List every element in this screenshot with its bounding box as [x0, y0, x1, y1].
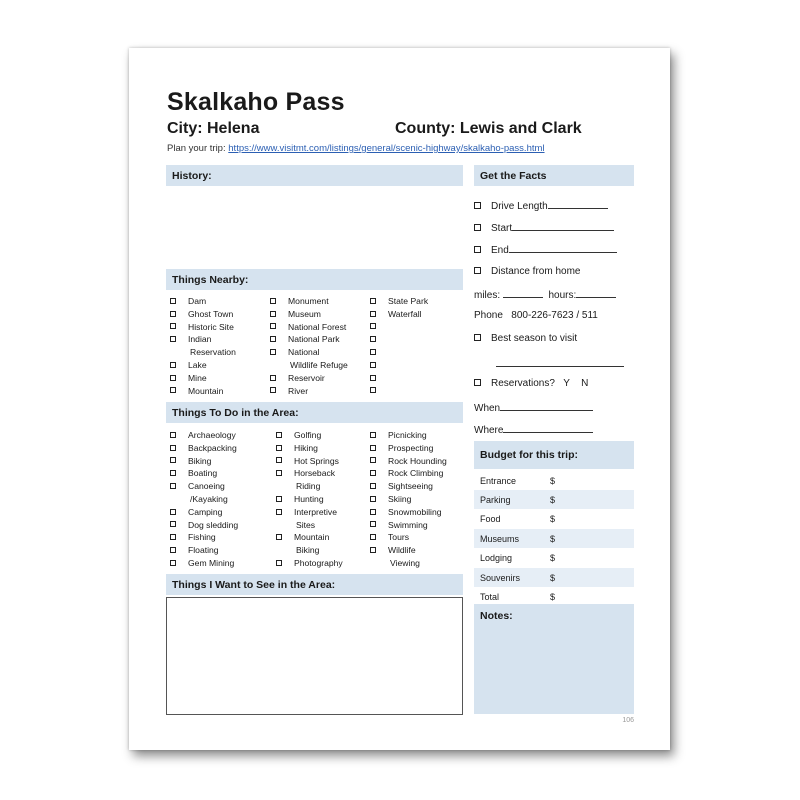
budget-label: Total	[480, 591, 500, 602]
list-item-label: Interpretive	[294, 506, 337, 517]
list-item[interactable]	[270, 359, 348, 372]
list-item-label: Horseback	[294, 468, 336, 479]
list-item[interactable]	[170, 385, 236, 398]
list-item[interactable]	[276, 455, 343, 468]
list-item[interactable]	[170, 557, 238, 570]
checkbox-icon[interactable]	[370, 547, 376, 553]
list-item-label: Sites	[296, 519, 316, 530]
budget-row[interactable]	[474, 490, 634, 509]
list-item-label: Wildlife Refuge	[290, 359, 348, 370]
checkbox-icon[interactable]	[276, 534, 282, 540]
list-item-label: Rock Climbing	[388, 468, 444, 479]
list-item[interactable]	[370, 308, 428, 321]
checkbox-icon[interactable]	[170, 362, 176, 368]
list-item[interactable]	[370, 531, 447, 544]
checkbox-icon[interactable]	[370, 521, 376, 527]
list-item-label: Biking	[296, 545, 320, 556]
list-item[interactable]	[170, 308, 236, 321]
page-title: Skalkaho Pass	[167, 88, 345, 116]
list-item[interactable]	[276, 493, 343, 506]
checkbox-icon[interactable]	[170, 470, 176, 476]
notes-label: Notes:	[480, 610, 513, 622]
list-item[interactable]	[170, 493, 238, 506]
list-item-label: National Forest	[288, 321, 347, 332]
budget-label: Entrance	[480, 475, 517, 486]
list-item-label: Fishing	[188, 532, 216, 543]
list-item-label: Prospecting	[388, 442, 434, 453]
list-item-label: River	[288, 385, 309, 396]
budget-label: Food	[480, 514, 501, 525]
list-item[interactable]	[270, 321, 348, 334]
list-item[interactable]	[276, 557, 343, 570]
budget-row[interactable]	[474, 568, 634, 587]
list-item[interactable]	[170, 442, 238, 455]
list-item-label: Sightseeing	[388, 481, 433, 492]
page-number: 106	[622, 717, 634, 724]
list-item[interactable]	[370, 519, 447, 532]
list-item-label: Riding	[296, 481, 321, 492]
list-item[interactable]	[270, 346, 348, 359]
county-label: County: Lewis and Clark	[395, 120, 582, 137]
fact-reservations[interactable]: Reservations? Y N	[474, 378, 588, 389]
list-item[interactable]	[370, 557, 447, 570]
fact-when[interactable]: When	[474, 401, 593, 414]
checkbox-icon[interactable]	[270, 349, 276, 355]
checkbox-icon[interactable]	[370, 349, 376, 355]
list-item-label: Hiking	[294, 442, 318, 453]
budget-label: Parking	[480, 494, 511, 505]
checkbox-icon[interactable]	[370, 362, 376, 368]
list-item[interactable]	[170, 531, 238, 544]
budget-row[interactable]	[474, 510, 634, 529]
list-item[interactable]	[370, 295, 428, 308]
budget-value[interactable]: $	[550, 591, 556, 602]
checkbox-icon[interactable]	[170, 336, 176, 342]
budget-row[interactable]	[474, 549, 634, 568]
list-item-label: Photography	[294, 557, 343, 568]
reservations-yes[interactable]: Y	[563, 378, 570, 389]
list-item[interactable]	[276, 467, 343, 480]
list-item-label: State Park	[388, 296, 429, 306]
list-item[interactable]	[370, 333, 428, 346]
list-item-label: Tours	[388, 532, 410, 543]
list-item[interactable]	[370, 480, 447, 493]
list-item-label: /Kayaking	[190, 493, 228, 504]
list-item[interactable]	[170, 359, 236, 372]
list-item-label: Hot Springs	[294, 455, 339, 466]
todo-col-1	[170, 429, 238, 570]
checkbox-icon[interactable]	[170, 457, 176, 463]
checkbox-icon[interactable]	[276, 509, 282, 515]
checkbox-icon[interactable]	[170, 547, 176, 553]
budget-value[interactable]: $	[550, 553, 556, 564]
checkbox-icon[interactable]	[370, 298, 376, 304]
list-item-label: Viewing	[390, 557, 420, 568]
list-item-label: Lake	[188, 359, 207, 370]
list-item-label: Camping	[188, 506, 223, 517]
plan-trip-line	[167, 143, 545, 154]
list-item[interactable]	[170, 333, 236, 346]
list-item[interactable]	[270, 308, 348, 321]
city-label: City: Helena	[167, 120, 260, 137]
list-item[interactable]	[270, 295, 348, 308]
list-item-label: Hunting	[294, 493, 324, 504]
checkbox-icon[interactable]	[370, 336, 376, 342]
want-to-see-box[interactable]	[166, 597, 463, 715]
nearby-col-1	[170, 295, 236, 397]
list-item[interactable]	[276, 429, 343, 442]
budget-header: Budget for this trip:	[474, 441, 634, 469]
budget-row[interactable]	[474, 529, 634, 548]
budget-value[interactable]: $	[550, 494, 556, 505]
list-item-label: Reservoir	[288, 372, 325, 383]
plan-trip-label: Plan your trip:	[167, 143, 226, 154]
list-item[interactable]	[276, 544, 343, 557]
checkbox-icon[interactable]	[370, 375, 376, 381]
list-item-label: Mountain	[188, 385, 224, 396]
todo-col-2	[276, 429, 343, 570]
fact-best-season[interactable]: Best season to visit	[474, 333, 577, 344]
list-item[interactable]	[170, 429, 238, 442]
planner-page	[129, 48, 670, 750]
checkbox-icon[interactable]	[370, 457, 376, 463]
list-item[interactable]	[170, 295, 236, 308]
list-item[interactable]	[370, 372, 428, 385]
nearby-col-2	[270, 295, 348, 397]
checkbox-icon[interactable]	[170, 560, 176, 566]
list-item[interactable]	[370, 493, 447, 506]
checkbox-icon[interactable]	[170, 521, 176, 527]
checkbox-icon[interactable]	[370, 483, 376, 489]
checkbox-icon[interactable]	[474, 202, 481, 209]
nearby-header: Things Nearby:	[166, 269, 463, 290]
checkbox-icon[interactable]	[276, 445, 282, 451]
budget-value[interactable]: $	[550, 514, 556, 525]
list-item-label: Historic Site	[188, 321, 234, 332]
checkbox-icon[interactable]	[270, 387, 276, 393]
list-item-label: Monument	[288, 296, 329, 306]
checkbox-icon[interactable]	[370, 445, 376, 451]
checkbox-icon[interactable]	[170, 509, 176, 515]
list-item-label: Skiing	[388, 493, 412, 504]
list-item[interactable]	[370, 544, 447, 557]
nearby-col-3	[370, 295, 428, 397]
list-item[interactable]	[370, 385, 428, 398]
fact-drive-length[interactable]: Drive Length	[474, 199, 608, 212]
list-item[interactable]	[170, 506, 238, 519]
list-item-label: Picnicking	[388, 430, 427, 440]
checkbox-icon[interactable]	[276, 432, 282, 438]
notes-area[interactable]	[474, 604, 634, 714]
budget-value[interactable]: $	[550, 572, 556, 583]
fact-phone: Phone 800-226-7623 / 511	[474, 310, 598, 321]
checkbox-icon[interactable]	[170, 298, 176, 304]
best-season-line[interactable]	[496, 366, 624, 367]
checkbox-icon[interactable]	[370, 534, 376, 540]
list-item-label: National Park	[288, 334, 340, 345]
list-item[interactable]	[370, 321, 428, 334]
checkbox-icon[interactable]	[370, 496, 376, 502]
checkbox-icon[interactable]	[276, 470, 282, 476]
list-item-label: Boating	[188, 468, 218, 479]
checkbox-icon[interactable]	[170, 323, 176, 329]
checkbox-icon[interactable]	[370, 323, 376, 329]
checkbox-icon[interactable]	[170, 445, 176, 451]
list-item[interactable]	[370, 455, 447, 468]
checkbox-icon[interactable]	[270, 323, 276, 329]
list-item[interactable]	[170, 467, 238, 480]
phone-number: 800-226-7623 / 511	[511, 310, 598, 321]
list-item-label: Swimming	[388, 519, 428, 530]
list-item-label: Ghost Town	[188, 308, 234, 319]
list-item[interactable]	[276, 442, 343, 455]
checkbox-icon[interactable]	[270, 336, 276, 342]
fact-distance[interactable]: Distance from home	[474, 266, 580, 277]
list-item-label: Gem Mining	[188, 557, 235, 568]
history-header: History:	[166, 165, 463, 186]
budget-label: Souvenirs	[480, 572, 521, 583]
list-item-label: Golfing	[294, 430, 322, 440]
list-item[interactable]	[370, 467, 447, 480]
checkbox-icon[interactable]	[170, 534, 176, 540]
list-item-label: Dam	[188, 296, 207, 306]
checkbox-icon[interactable]	[370, 509, 376, 515]
checkbox-icon[interactable]	[270, 311, 276, 317]
list-item-label: Biking	[188, 455, 212, 466]
checkbox-icon[interactable]	[474, 379, 481, 386]
get-facts-header: Get the Facts	[474, 165, 634, 186]
list-item-label: Dog sledding	[188, 519, 239, 530]
list-item-label: Museum	[288, 308, 321, 319]
list-item-label: Mountain	[294, 532, 330, 543]
checkbox-icon[interactable]	[474, 334, 481, 341]
checkbox-icon[interactable]	[170, 387, 176, 393]
list-item[interactable]	[170, 544, 238, 557]
list-item[interactable]	[370, 429, 447, 442]
list-item-label: National	[288, 347, 320, 358]
list-item-label: Archaeology	[188, 430, 236, 440]
list-item[interactable]	[276, 480, 343, 493]
want-to-see-header: Things I Want to See in the Area:	[166, 574, 463, 595]
checkbox-icon[interactable]	[170, 483, 176, 489]
list-item[interactable]	[276, 519, 343, 532]
checkbox-icon[interactable]	[276, 496, 282, 502]
reservations-no[interactable]: N	[581, 378, 589, 389]
list-item[interactable]	[170, 519, 238, 532]
budget-value[interactable]: $	[550, 475, 556, 486]
list-item[interactable]	[170, 321, 236, 334]
list-item[interactable]	[276, 506, 343, 519]
list-item[interactable]	[170, 346, 236, 359]
list-item-label: Wildlife	[388, 545, 416, 556]
list-item-label: Mine	[188, 372, 207, 383]
fact-miles-hours[interactable]: miles: hours:	[474, 288, 616, 301]
list-item[interactable]	[370, 442, 447, 455]
list-item[interactable]	[270, 333, 348, 346]
checkbox-icon[interactable]	[370, 387, 376, 393]
list-item-label: Snowmobiling	[388, 506, 442, 517]
checkbox-icon[interactable]	[170, 311, 176, 317]
checkbox-icon[interactable]	[474, 224, 481, 231]
checkbox-icon[interactable]	[276, 560, 282, 566]
list-item[interactable]	[370, 359, 428, 372]
list-item[interactable]	[276, 531, 343, 544]
checkbox-icon[interactable]	[276, 457, 282, 463]
list-item-label: Waterfall	[388, 308, 422, 319]
budget-label: Lodging	[480, 553, 513, 564]
list-item-label: Rock Hounding	[388, 455, 447, 466]
list-item[interactable]	[270, 385, 348, 398]
list-item[interactable]	[370, 506, 447, 519]
list-item-label: Reservation	[190, 347, 236, 358]
list-item-label: Indian	[188, 334, 212, 345]
todo-header: Things To Do in the Area:	[166, 402, 463, 423]
list-item[interactable]	[270, 372, 348, 385]
plan-trip-link[interactable]: https://www.visitmt.com/listings/general/scenic-highway/skalkaho-pass.html	[228, 143, 545, 154]
list-item[interactable]	[370, 346, 428, 359]
budget-row[interactable]	[474, 471, 634, 490]
fact-where[interactable]: Where	[474, 423, 593, 436]
checkbox-icon[interactable]	[170, 432, 176, 438]
checkbox-icon[interactable]	[370, 311, 376, 317]
list-item-label: Backpacking	[188, 442, 237, 453]
list-item[interactable]	[170, 372, 236, 385]
checkbox-icon[interactable]	[270, 375, 276, 381]
fact-end[interactable]: End	[474, 243, 617, 256]
todo-col-3	[370, 429, 447, 570]
checkbox-icon[interactable]	[474, 267, 481, 274]
list-item-label: Floating	[188, 545, 219, 556]
checkbox-icon[interactable]	[370, 470, 376, 476]
checkbox-icon[interactable]	[370, 432, 376, 438]
list-item-label: Canoeing	[188, 481, 225, 492]
checkbox-icon[interactable]	[170, 375, 176, 381]
checkbox-icon[interactable]	[474, 246, 481, 253]
fact-start[interactable]: Start	[474, 221, 614, 234]
budget-value[interactable]: $	[550, 533, 556, 544]
list-item[interactable]	[170, 480, 238, 493]
budget-label: Museums	[480, 533, 520, 544]
checkbox-icon[interactable]	[270, 298, 276, 304]
list-item[interactable]	[170, 455, 238, 468]
